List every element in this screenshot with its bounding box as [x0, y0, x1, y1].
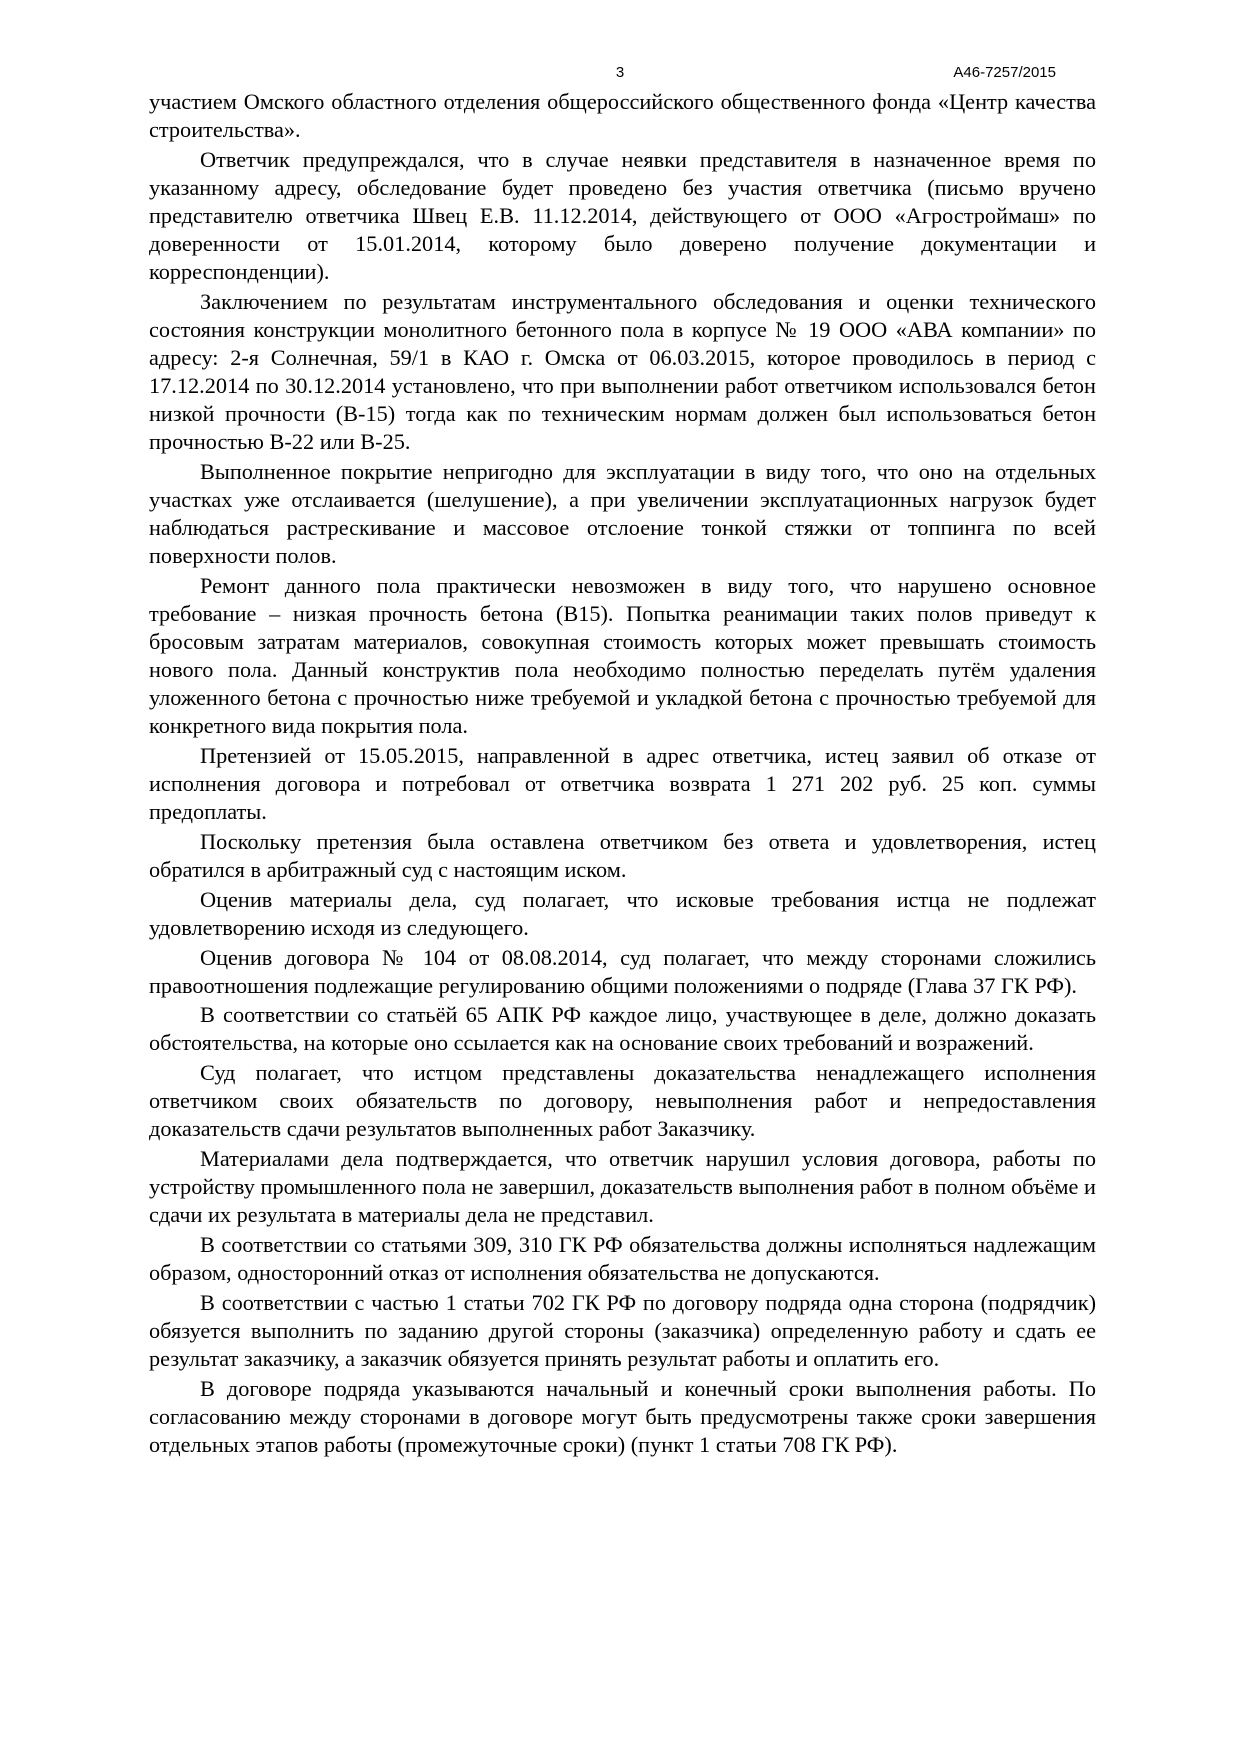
document-body: [149, 88, 1096, 1460]
paragraph: Материалами дела подтверждается, что ответчик нарушил условия договора, работы по устройству промышленного пола не завершил, доказательств выполнения работ в полном объёме и сдачи их результата в материалы дела не представил.: [149, 1146, 1096, 1228]
paragraph: Заключением по результатам инструментального обследования и оценки технического состояния конструкции монолитного бетонного пола в корпусе № 19 ООО «АВА компании» по адресу: 2-я Солнечная, 59/1 в КАО г. Омска от 06.03.2015, которое проводилось в период с 17.12.2014 по 30.12.2014 установлено, что при выполнении работ ответчиком использовался бетон низкой прочности (В-15) тогда как по техническим нормам должен был использоваться бетон прочностью В-22 или В-25.: [149, 288, 1096, 455]
paragraph: Оценив договора № 104 от 08.08.2014, суд полагает, что между сторонами сложились правоотношения подлежащие регулированию общими положениями о подряде (Глава 37 ГК РФ).: [149, 944, 1096, 998]
paragraph: В соответствии со статьями 309, 310 ГК РФ обязательства должны исполняться надлежащим образом, односторонний отказ от исполнения обязательства не допускаются.: [149, 1231, 1096, 1285]
paragraph: Суд полагает, что истцом представлены доказательства ненадлежащего исполнения ответчиком своих обязательств по договору, невыполнения работ и непредоставления доказательств сдачи результатов выполненных работ Заказчику.: [149, 1060, 1096, 1142]
paragraph: участием Омского областного отделения общероссийского общественного фонда «Центр качества строительства».: [149, 89, 1096, 143]
paragraph: В соответствии с частью 1 статьи 702 ГК РФ по договору подряда одна сторона (подрядчик) обязуется выполнить по заданию другой стороны (заказчика) определенную работу и сдать ее результат заказчику, а заказчик обязуется принять результат работы и оплатить его.: [149, 1289, 1096, 1371]
paragraph: Выполненное покрытие непригодно для эксплуатации в виду того, что оно на отдельных участках уже отслаивается (шелушение), а при увеличении эксплуатационных нагрузок будет наблюдаться растрескивание и массовое отслоение тонкой стяжки от топпинга по всей поверхности полов.: [149, 459, 1096, 569]
page-number: 3: [615, 64, 625, 81]
paragraph: В соответствии со статьёй 65 АПК РФ каждое лицо, участвующее в деле, должно доказать обстоятельства, на которые оно ссылается как на основание своих требований и возражений.: [149, 1002, 1096, 1056]
paragraph: Претензией от 15.05.2015, направленной в адрес ответчика, истец заявил об отказе от исполнения договора и потребовал от ответчика возврата 1 271 202 руб. 25 коп. суммы предоплаты.: [149, 743, 1096, 825]
paragraph: Ремонт данного пола практически невозможен в виду того, что нарушено основное требование – низкая прочность бетона (В15). Попытка реанимации таких полов приведут к бросовым затратам материалов, совокупная стоимость которых может превышать стоимость нового пола. Данный конструктив пола необходимо полностью переделать путём удаления уложенного бетона с прочностью ниже требуемой и укладкой бетона с прочностью требуемой для конкретного вида покрытия пола.: [149, 572, 1096, 739]
paragraph: Поскольку претензия была оставлена ответчиком без ответа и удовлетворения, истец обратился в арбитражный суд с настоящим иском.: [149, 829, 1096, 883]
paragraph: В договоре подряда указываются начальный и конечный сроки выполнения работы. По согласованию между сторонами в договоре могут быть предусмотрены также сроки завершения отдельных этапов работы (промежуточные сроки) (пункт 1 статьи 708 ГК РФ).: [149, 1375, 1096, 1457]
case-number: А46-7257/2015: [953, 64, 1056, 81]
paragraph: Ответчик предупреждался, что в случае неявки представителя в назначенное время по указанному адресу, обследование будет проведено без участия ответчика (письмо вручено представителю ответчика Швец Е.В. 11.12.2014, действующего от ООО «Агростроймаш» по доверенности от 15.01.2014, которому было доверено получение документации и корреспонденции).: [149, 146, 1096, 285]
paragraph: Оценив материалы дела, суд полагает, что исковые требования истца не подлежат удовлетворению исходя из следующего.: [149, 886, 1096, 940]
